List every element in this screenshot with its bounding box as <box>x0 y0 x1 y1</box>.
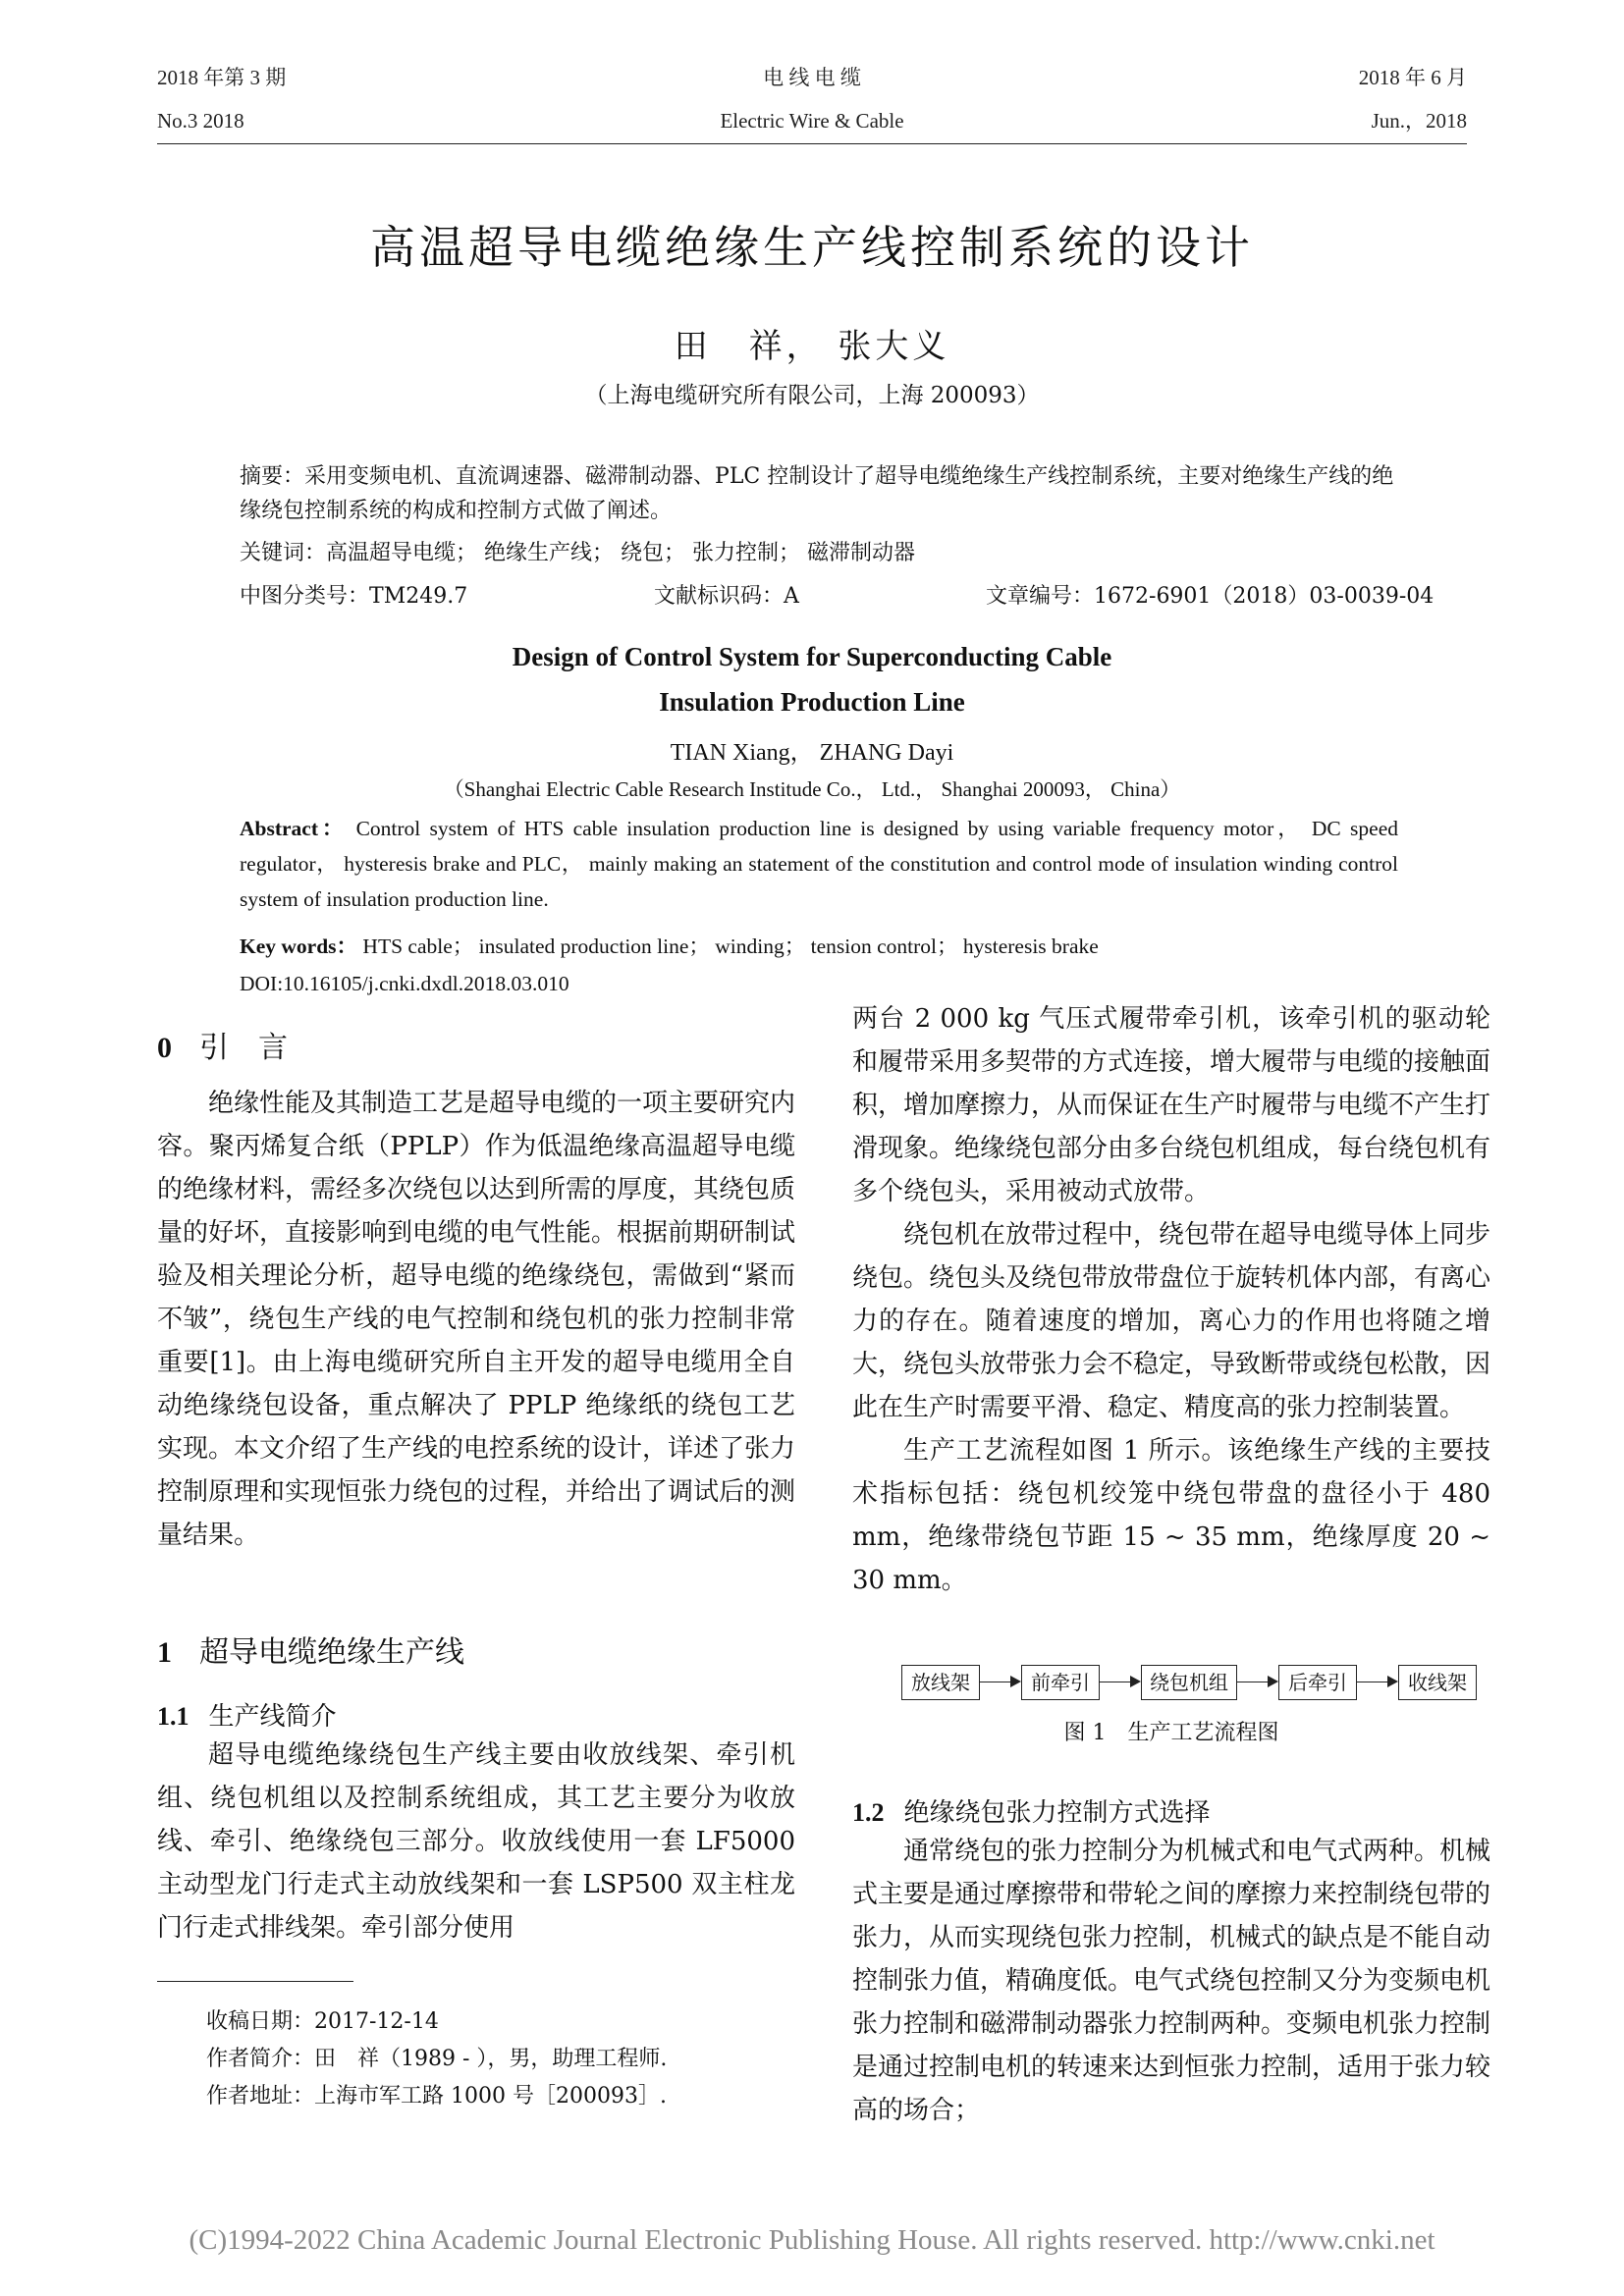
section-0-heading <box>157 1023 288 1066</box>
footnote-address: 作者地址：上海市军工路 1000 号［200093］. <box>206 2084 667 2109</box>
flow-step-takeup-stand: 收线架 <box>1398 1665 1477 1700</box>
journal-issue-cn: 2018 年第 3 期 <box>157 66 287 89</box>
footnote-received: 收稿日期：2017-12-14 <box>206 2009 439 2034</box>
english-authors: TIAN Xiang， ZHANG Dayi <box>670 740 954 766</box>
issue-date-en: Jun.，2018 <box>1371 109 1467 133</box>
english-title-line2: Insulation Production Line <box>659 687 965 717</box>
flow-step-payoff-stand: 放线架 <box>901 1665 980 1700</box>
section-1-1-heading <box>157 1696 337 1733</box>
clc-value: TM249.7 <box>369 584 468 609</box>
journal-name-cn: 电 线 电 缆 <box>763 66 861 89</box>
section-1-1-paragraph: 超导电缆绝缘绕包生产线主要由收放线架、牵引机组、绕包机组以及控制系统组成，其工艺主要分为收放线、牵引、绝缘绕包三部分。收放线使用一套 LF5000 主动型龙门行走式主动放线架和一套 LSP500 双主柱龙门行走式排线架。牵引部分使用 <box>157 1740 795 1943</box>
section-1-1-body <box>157 1734 795 1949</box>
intro-body <box>157 1082 795 1557</box>
article-no-value: 1672-6901（2018）03-0039-04 <box>1094 584 1435 609</box>
flow-step-rear-capstan: 后牵引 <box>1278 1665 1357 1700</box>
article-no-line <box>986 579 1434 610</box>
section-1-2-title: 绝缘绕包张力控制方式选择 <box>903 1798 1211 1828</box>
right-paragraph-3: 生产工艺流程如图 1 所示。该绝缘生产线的主要技术指标包括：绕包机绞笼中绕包带盘的盘径小于 480 mm，绝缘带绕包节距 15 ~ 35 mm，绝缘厚度 20 ~ 30 mm。 <box>852 1436 1490 1595</box>
english-abstract-text: Control system of HTS cable insulation production line is designed by using variable frequency motor， DC speed regulator， hysteresis brake and PLC， mainly making an statement of the constitution and control mode of insulation winding control system of insulation production line. <box>240 817 1398 911</box>
right-body-top <box>852 997 1490 1602</box>
process-flow-diagram <box>901 1665 1467 1700</box>
section-1-2-number: 1.2 <box>852 1798 885 1827</box>
english-keywords-label: Key words： <box>240 934 358 958</box>
section-1-number: 1 <box>157 1636 172 1669</box>
figure-1-caption: 图 1 生产工艺流程图 <box>1063 1721 1279 1745</box>
english-affiliation: （Shanghai Electric Cable Research Institude Co.， Ltd.， Shanghai 200093， China） <box>443 777 1181 801</box>
journal-issue-en: No.3 2018 <box>157 109 244 133</box>
section-1-2-body <box>852 1830 1490 2132</box>
section-1-title: 超导电缆绝缘生产线 <box>199 1635 464 1670</box>
abstract-cn <box>240 459 1398 528</box>
doc-code-line <box>654 579 799 610</box>
english-abstract <box>240 811 1398 917</box>
header-rule <box>157 143 1467 144</box>
keywords-cn-text: 高温超导电缆； 绝缘生产线； 绕包； 张力控制； 磁滞制动器 <box>326 541 915 565</box>
abstract-cn-text: 采用变频电机、直流调速器、磁滞制动器、PLC 控制设计了超导电缆绝缘生产线控制系统，主要对绝缘生产线的绝缘绕包控制系统的构成和控制方式做了阐述。 <box>240 464 1394 523</box>
section-1-1-number: 1.1 <box>157 1702 189 1731</box>
doi: DOI:10.16105/j.cnki.dxdl.2018.03.010 <box>240 972 569 995</box>
issue-date-cn: 2018 年 6 月 <box>1358 66 1467 89</box>
doc-code-label: 文献标识码： <box>654 584 785 609</box>
doc-code-value: A <box>784 584 799 609</box>
section-1-2-paragraph: 通常绕包的张力控制分为机械式和电气式两种。机械式主要是通过摩擦带和带轮之间的摩擦力来控制绕包带的张力，从而实现绕包张力控制，机械式的缺点是不能自动控制张力值，精确度低。电气式绕包控制又分为变频电机张力控制和磁滞制动器张力控制两种。变频电机张力控制是通过控制电机的转速来达到恒张力控制，适用于张力较高的场合； <box>852 1837 1491 2125</box>
paper-affiliation: （上海电缆研究所有限公司，上海 200093） <box>584 383 1040 408</box>
english-keywords <box>240 929 1398 964</box>
keywords-cn <box>240 536 1398 570</box>
footnote-rule <box>157 1981 353 1982</box>
section-0-number: 0 <box>157 1032 172 1064</box>
section-0-title: 引 言 <box>199 1031 288 1065</box>
right-paragraph-2: 绕包机在放带过程中，绕包带在超导电缆导体上同步绕包。绕包头及绕包带放带盘位于旋转机体内部，有离心力的存在。随着速度的增加，离心力的作用也将随之增大，绕包头放带张力会不稳定，导致断带或绕包松散，因此在生产时需要平滑、稳定、精度高的张力控制装置。 <box>852 1220 1491 1422</box>
paper-authors: 田 祥， 张大义 <box>674 327 950 366</box>
abstract-cn-label: 摘要： <box>240 464 305 489</box>
section-1-1-title: 生产线简介 <box>208 1702 337 1732</box>
flow-step-wrapping-unit: 绕包机组 <box>1141 1665 1237 1700</box>
copyright-notice: (C)1994-2022 China Academic Journal Electronic Publishing House. All rights reserved. http://www.cnki.net <box>189 2224 1435 2256</box>
intro-paragraph: 绝缘性能及其制造工艺是超导电缆的一项主要研究内容。聚丙烯复合纸（PPLP）作为低温绝缘高温超导电缆的绝缘材料，需经多次绕包以达到所需的厚度，其绕包质量的好坏，直接影响到电缆的电气性能。根据前期研制试验及相关理论分析，超导电缆的绝缘绕包，需做到“紧而不皱”，绕包生产线的电气控制和绕包机的张力控制非常重要[1]。由上海电缆研究所自主开发的超导电缆用全自动绝缘绕包设备，重点解决了 PPLP 绝缘纸的绕包工艺实现。本文介绍了生产线的电控系统的设计，详述了张力控制原理和实现恒张力绕包的过程，并给出了调试后的测量结果。 <box>157 1089 796 1550</box>
english-abstract-label: Abstract： <box>240 817 348 840</box>
section-1-2-heading <box>852 1792 1211 1829</box>
flow-step-front-capstan: 前牵引 <box>1021 1665 1100 1700</box>
article-no-label: 文章编号： <box>986 584 1095 609</box>
english-keywords-text: HTS cable； insulated production line； winding； tension control； hysteresis brake <box>357 934 1099 958</box>
footnote-author: 作者简介：田 祥（1989 - ），男，助理工程师. <box>206 2047 668 2071</box>
journal-name-en: Electric Wire & Cable <box>720 109 904 133</box>
clc-label: 中图分类号： <box>240 584 370 609</box>
clc-line <box>240 579 467 610</box>
paper-title: 高温超导电缆绝缘生产线控制系统的设计 <box>370 221 1254 274</box>
keywords-cn-label: 关键词： <box>240 541 327 565</box>
english-title-line1: Design of Control System for Superconducting Cable <box>512 642 1112 671</box>
right-paragraph-1: 两台 2 000 kg 气压式履带牵引机，该牵引机的驱动轮和履带采用多契带的方式连接，增大履带与电缆的接触面积，增加摩擦力，从而保证在生产时履带与电缆不产生打滑现象。绝缘绕包部分由多台绕包机组成，每台绕包机有多个绕包头，采用被动式放带。 <box>852 1004 1491 1206</box>
section-1-heading <box>157 1628 464 1671</box>
